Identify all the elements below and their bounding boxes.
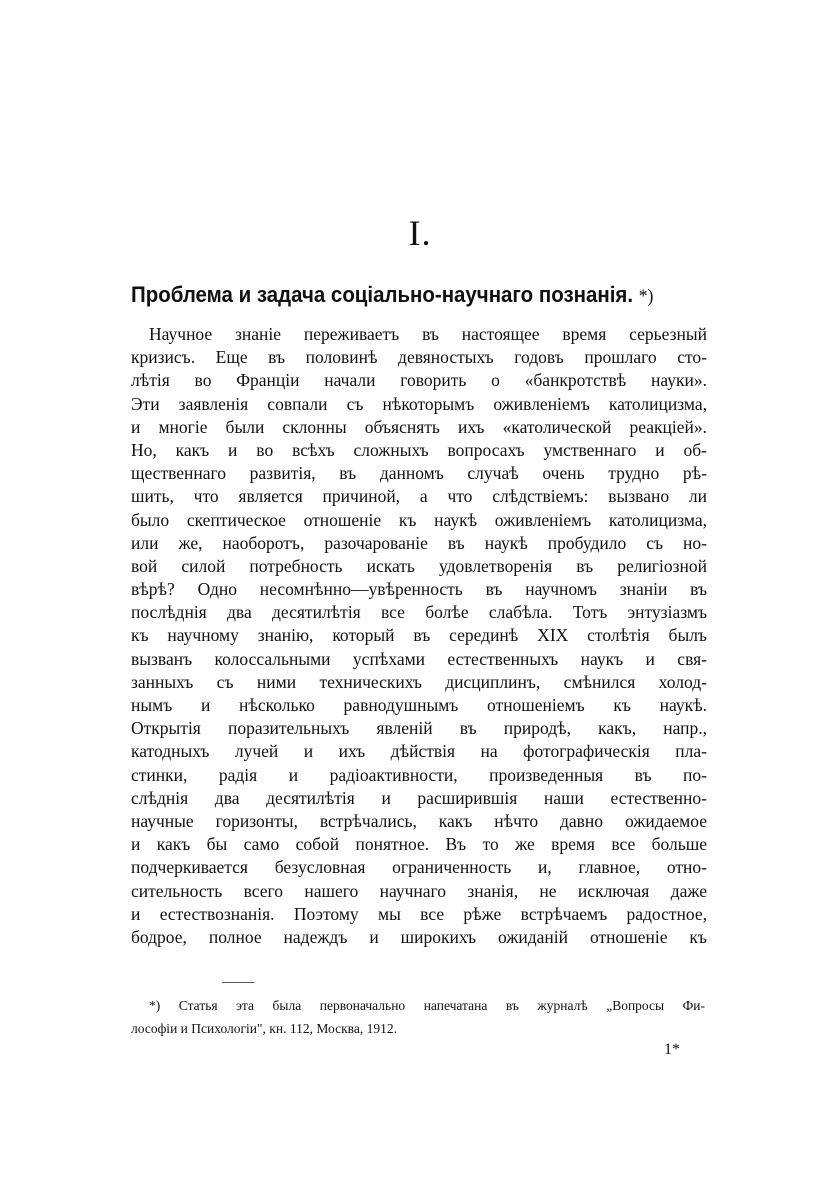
text-line: Научное знаніе переживаетъ въ настоящее время серьезный [149, 324, 707, 344]
footnote-mark: *) [638, 286, 654, 307]
text-line: вызванъ колоссальными успѣхами естественныхъ наукъ и свя- [131, 648, 707, 669]
chapter-title-text: Проблема и задача соціально-научнаго познанія. [131, 282, 634, 307]
text-line: нымъ и нѣсколько равнодушнымъ отношеніемъ къ наукѣ. [131, 695, 707, 715]
text-line: Но, какъ и во всѣхъ сложныхъ вопросахъ умственнаго и об- [131, 439, 707, 460]
footnote-rule [222, 982, 254, 983]
footnote-line: лософіи и Психологіи", кн. 112, Москва, 1912. [131, 1021, 397, 1036]
footnote [131, 994, 705, 1040]
text-line: вѣрѣ? Одно несомнѣнно—увѣренность въ научномъ знаніи въ [131, 579, 707, 600]
chapter-number: I. [408, 213, 432, 253]
text-line: и какъ бы само собой понятное. Въ то же время все больше [131, 834, 707, 855]
text-line: катодныхъ лучей и ихъ дѣйствія на фотографическія пла- [131, 741, 707, 762]
text-line: бодрое, полное надеждъ и широкихъ ожиданій отношеніе къ [131, 926, 707, 947]
text-line: стинки, радія и радіоактивности, произведенныя въ по- [131, 764, 707, 785]
text-line: было скептическое отношеніе къ наукѣ оживленіемъ католицизма, [131, 509, 707, 530]
text-line: или же, наоборотъ, разочарованіе въ наукѣ пробудило съ но- [131, 532, 707, 553]
text-line: кризисъ. Еще въ половинѣ девяностыхъ годовъ прошлаго сто- [131, 347, 707, 368]
text-line: научные горизонты, встрѣчались, какъ нѣчто давно ожидаемое [131, 810, 707, 831]
signature-mark: 1* [664, 1041, 680, 1058]
text-line: шить, что является причиной, а что слѣдствіемъ: вызвано ли [131, 486, 707, 507]
text-line: вой силой потребность искать удовлетворенія въ религіозной [131, 555, 707, 576]
text-line: и многіе были склонны объяснять ихъ «католической реакціей». [131, 416, 707, 437]
text-line: и естествознанія. Поэтому мы все рѣже встрѣчаемъ радостное, [131, 903, 707, 924]
text-line: щественнаго развитія, въ данномъ случаѣ очень трудно рѣ- [131, 463, 707, 484]
body-text [131, 323, 707, 949]
text-line: Открытія поразительныхъ явленій въ природѣ, какъ, напр., [131, 718, 707, 739]
text-line: слѣднія два десятилѣтія и расширившія наши естественно- [131, 787, 707, 808]
text-line: лѣтія во Франціи начали говорить о «банкротствѣ науки». [131, 370, 707, 391]
text-line: къ научному знанію, который въ серединѣ XIX столѣтія былъ [131, 625, 707, 646]
text-line: Эти заявленія совпали съ нѣкоторымъ оживленіемъ католицизма, [131, 393, 707, 414]
text-line: сительность всего нашего научнаго знанія, не исключая даже [131, 880, 707, 901]
footnote-line: *) Статья эта была первоначально напечатана въ журналѣ „Вопросы Фи- [149, 998, 705, 1013]
text-line: послѣднія два десятилѣтія все болѣе слабѣла. Тотъ энтузіазмъ [131, 602, 707, 623]
chapter-title [131, 278, 726, 314]
text-line: подчеркивается безусловная ограниченность и, главное, отно- [131, 857, 707, 878]
text-line: занныхъ съ ними техническихъ дисциплинъ, смѣнился холод- [131, 671, 707, 692]
